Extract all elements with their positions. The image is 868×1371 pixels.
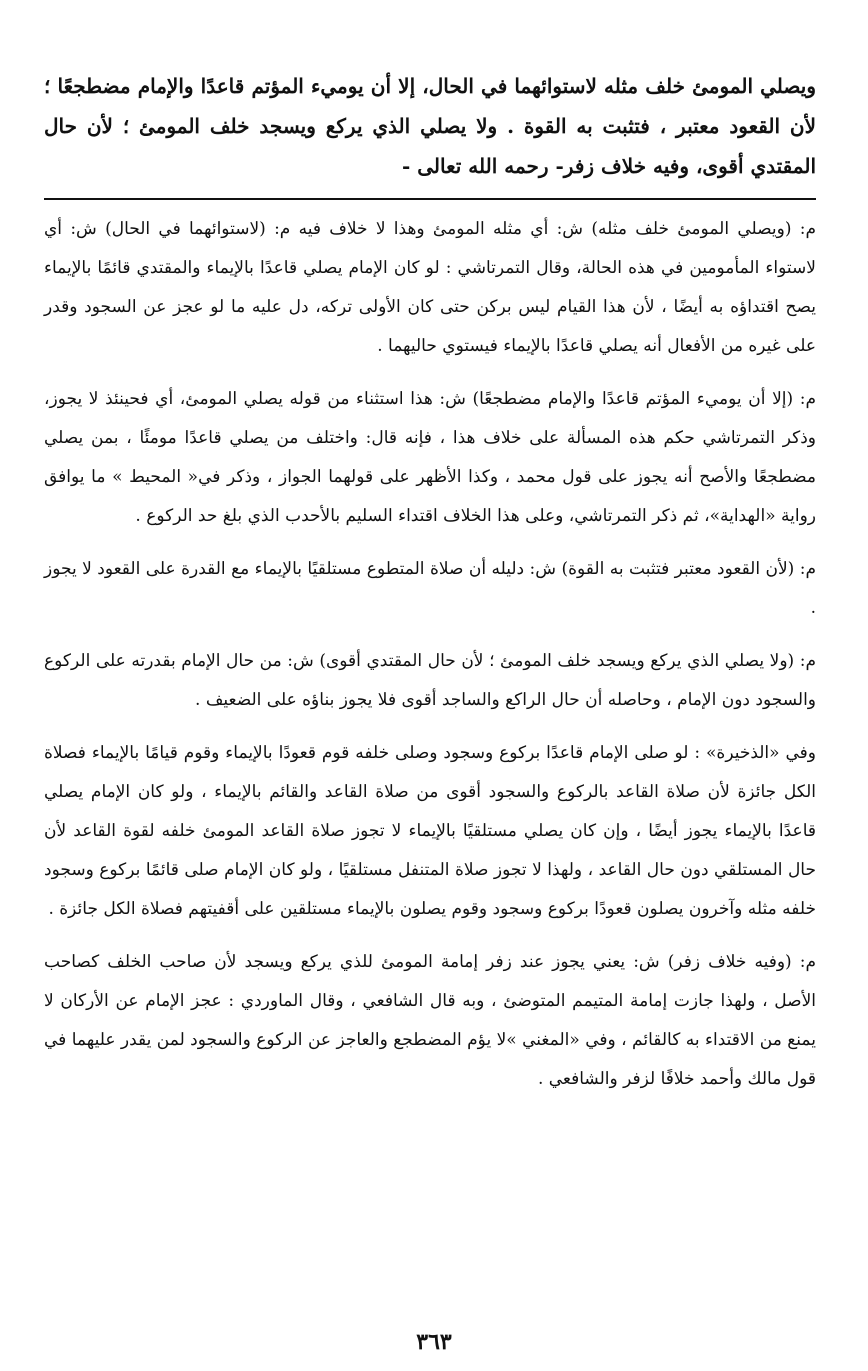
- commentary-paragraph-1: م: (ويصلي المومئ خلف مثله) ش: أي مثله المومئ وهذا لا خلاف فيه م: (لاستوائهما في الحال) ش: أي لاستواء المأمومين في هذه الحالة، وقال التمرتاشي : لو كان الإمام يصلي قاعدًا بالإيماء والمقتدي قائمًا بالإيماء يصح اقتداؤه به أيضًا ، لأن هذا القيام ليس بركن حتى كان الأولى تركه، دل عليه ما لو عجز عن السجود وقدر على غيره من الأفعال أنه يصلي قاعدًا بالإيماء فيستوي حاليهما .: [44, 219, 816, 356]
- commentary-paragraph-5: وفي «الذخيرة» : لو صلى الإمام قاعدًا بركوع وسجود وصلى خلفه قوم قعودًا بالإيماء وقوم قيامًا بالإيماء فصلاة الكل جائزة لأن صلاة القاعد بالركوع والسجود أقوى من صلاة القاعد والقائم بالإيماء ، ولو كان الإمام يصلي قاعدًا بالإيماء يجوز أيضًا ، وإن كان يصلي مستلقيًا بالإيماء لا تجوز صلاة القاعد المومئ خلفه لقوة القاعد لأن حال المستلقي دون حال القاعد ، ولهذا لا تجوز صلاة المتنفل مستلقيًا ، ولو كان الإمام صلى قائمًا بركوع وسجود خلفه مثله وآخرون يصلون قعودًا بركوع وسجود وقوم يصلون بالإيماء مستلقين على أقفيتهم فصلاة الكل جائزة .: [44, 743, 816, 919]
- matn-text: ويصلي المومئ خلف مثله لاستوائهما في الحال، إلا أن يوميء المؤتم قاعدًا والإمام مضطجعًا ؛ لأن القعود معتبر ، فتثبت به القوة . ولا يصلي الذي يركع ويسجد خلف المومئ ؛ لأن حال المقتدي أقوى، وفيه خلاف زفر- رحمه الله تعالى -: [44, 74, 816, 178]
- commentary-paragraph-4: م: (ولا يصلي الذي يركع ويسجد خلف المومئ ؛ لأن حال المقتدي أقوى) ش: من حال الإمام بقدرته على الركوع والسجود دون الإمام ، وحاصله أن حال الراكع والساجد أقوى فلا يجوز بناؤه على الضعيف .: [44, 651, 816, 710]
- commentary-paragraph-2: م: (إلا أن يوميء المؤتم قاعدًا والإمام مضطجعًا) ش: هذا استثناء من قوله يصلي المومئ، أي فحينئذ لا يجوز، وذكر التمرتاشي حكم هذه المسألة على خلاف هذا ، فإنه قال: واختلف من يصلي قاعدًا مومئًا ، بمن يصلي مضطجعًا والأصح أنه يجوز على قول محمد ، وكذا الأظهر على قولهما الجواز ، وذكر في« المحيط » ما يوافق رواية «الهداية»، ثم ذكر التمرتاشي، وعلى هذا الخلاف اقتداء السليم بالأحدب الذي بلغ حد الركوع .: [44, 389, 816, 526]
- page-number: ٣٦٣: [416, 1329, 452, 1355]
- commentary-paragraph-6: م: (وفيه خلاف زفر) ش: يعني يجوز عند زفر إمامة المومئ للذي يركع ويسجد لأن صاحب الخلف كصاحب الأصل ، ولهذا جازت إمامة المتيمم المتوضئ ، وبه قال الشافعي ، وقال الماوردي : عجز الإمام عن الأركان لا يمنع من الاقتداء به كالقائم ، وفي «المغني »لا يؤم المضطجع والعاجز عن الركوع والسجود لمن يقدر عليهما في قول مالك وأحمد خلافًا لزفر والشافعي .: [44, 952, 816, 1089]
- separator-rule: [44, 198, 816, 200]
- sharh-commentary: [44, 210, 816, 1099]
- commentary-paragraph-3: م: (لأن القعود معتبر فتثبت به القوة) ش: دليله أن صلاة المتطوع مستلقيًا بالإيماء مع القدرة على القعود لا يجوز .: [44, 559, 816, 618]
